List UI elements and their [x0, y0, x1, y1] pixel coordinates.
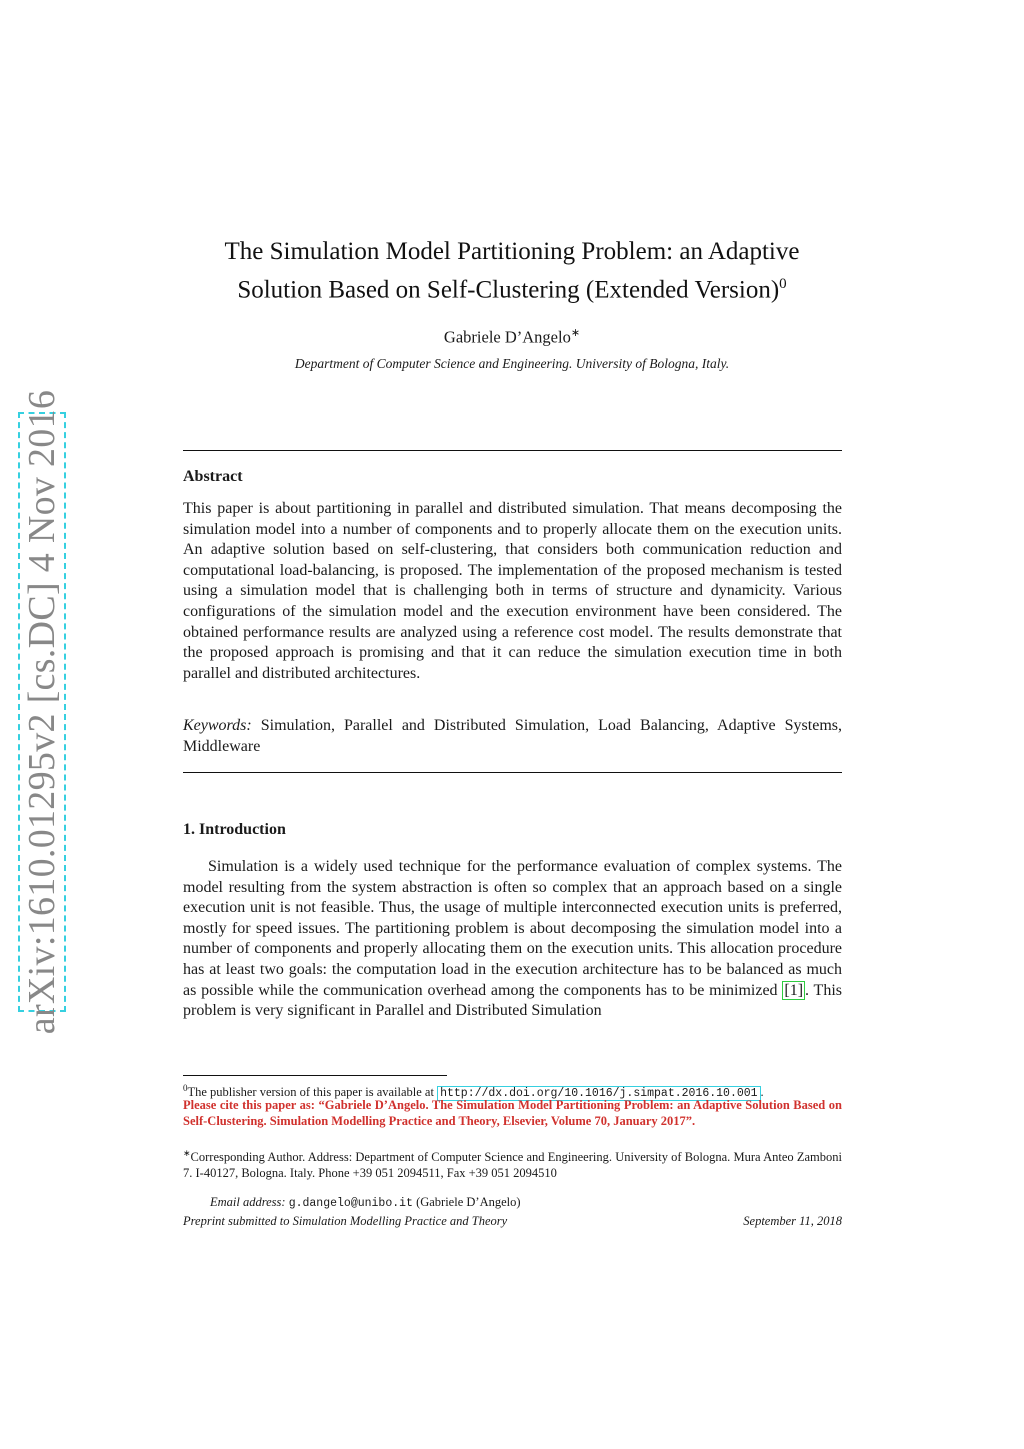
section-heading-introduction: 1. Introduction	[183, 821, 286, 838]
footnote-rule	[183, 1075, 447, 1076]
footnote-corr-text: Corresponding Author. Address: Department of Computer Science and Engineering. University of Bologna. Mura Anteo Zamboni 7. I-40127, Bologna. Italy. Phone +39 051 2094511, Fax +39 051 2094510	[183, 1150, 842, 1181]
keywords-label: Keywords:	[183, 717, 252, 734]
keywords	[183, 716, 842, 757]
footnote-0-mark: 0	[183, 1083, 188, 1093]
preprint-date: September 11, 2018	[743, 1214, 842, 1228]
title-line-2: Solution Based on Self-Clustering (Extended Version)	[237, 276, 780, 304]
introduction-paragraph	[183, 857, 842, 1022]
abstract-text: This paper is about partitioning in parallel and distributed simulation. That means decomposing the simulation model into a number of components and to properly allocate them on the execution units. An adaptive solution based on self-clustering, that considers both communication reduction and computational load-balancing, is proposed. The implementation of the proposed mechanism is tested using a simulation model that is challenging both in terms of structure and dynamicity. Various configurations of the simulation model and the execution environment have been considered. The obtained performance results are analyzed using a reference cost model. The results demonstrate that the proposed approach is promising and that it can reduce the simulation execution time in both parallel and distributed architectures.	[183, 500, 842, 682]
footnote-citation-request: Please cite this paper as: “Gabriele D’Angelo. The Simulation Model Partitioning Problem: an Adaptive Solution Based on Self-Clustering. Simulation Modelling Practice and Theory, Elsevier, Volume 70, January 2017”.	[183, 1098, 842, 1129]
author-footnote-mark[interactable]: ∗	[570, 327, 581, 339]
footnote-corr-mark: ∗	[183, 1148, 191, 1158]
preprint-note: Preprint submitted to Simulation Modelling Practice and Theory	[183, 1214, 508, 1228]
email-name: (Gabriele D’Angelo)	[412, 1195, 521, 1209]
citation-link[interactable]: [1]	[784, 981, 804, 999]
arxiv-stamp[interactable]	[18, 389, 66, 1035]
citation-number: 1	[789, 981, 798, 999]
abstract-top-rule	[183, 450, 842, 451]
arxiv-identifier: arXiv:1610.01295v2 [cs.DC] 4 Nov 2016	[21, 389, 63, 1035]
doi-link[interactable]: http://dx.doi.org/10.1016/j.simpat.2016.10.001	[437, 1086, 760, 1101]
title-line-1: The Simulation Model Partitioning Problem: an Adaptive	[224, 238, 800, 265]
abstract-heading: Abstract	[183, 468, 243, 485]
affiliation: Department of Computer Science and Engineering. University of Bologna, Italy.	[294, 356, 730, 371]
intro-text-part-1: Simulation is a widely used technique for the performance evaluation of complex systems. The model resulting from the system abstraction is often so complex that an approach based on a single execution unit is not feasible. Thus, the usage of multiple interconnected execution units is preferred, mostly for speed issues. The partitioning problem is about decomposing the simulation model into a number of components and properly allocating them on the execution units. This allocation procedure has at least two goals: the computation load in the execution architecture has to be balanced as much as possible while the communication overhead among the components has to be minimized	[183, 858, 842, 999]
footnote-0-end: .	[760, 1085, 764, 1100]
paper-title	[150, 236, 874, 306]
title-footnote-mark[interactable]: 0	[779, 276, 787, 292]
footnote-email	[183, 1194, 842, 1212]
footnote-0-text: The publisher version of this paper is available at	[187, 1085, 438, 1100]
email-link[interactable]: g.dangelo@unibo.it	[288, 1197, 413, 1210]
footnote-corresponding-author	[183, 1145, 842, 1182]
abstract-bottom-rule	[183, 772, 842, 773]
email-label: Email address:	[210, 1195, 286, 1209]
author	[150, 326, 874, 348]
keywords-list: Simulation, Parallel and Distributed Simulation, Load Balancing, Adaptive Systems, Middleware	[183, 717, 842, 755]
author-name: Gabriele D’Angelo	[443, 327, 571, 347]
intro-text-part-2: . This problem is very significant in Parallel and Distributed Simulation	[183, 981, 843, 1020]
